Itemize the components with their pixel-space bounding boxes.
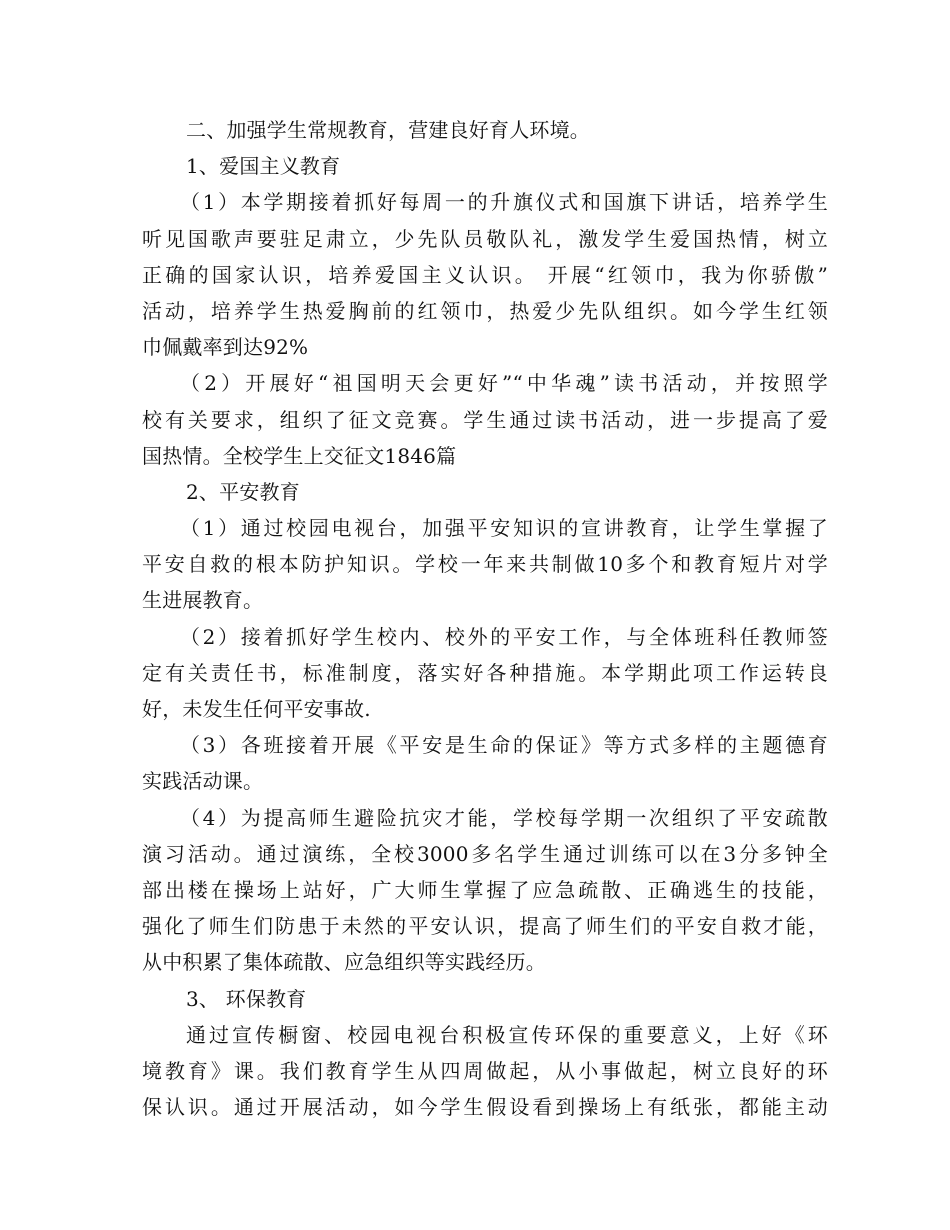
- paragraph-line: 国热情。全校学生上交征文1846篇: [142, 443, 457, 468]
- paragraph-line: 好，未发生任何平安事故.: [142, 697, 371, 721]
- paragraph-line: 平安自救的根本防护知识。学校一年来共制做10多个和教育短片对学: [142, 552, 828, 577]
- paragraph-line: 强化了师生们防患于未然的平安认识，提高了师生们的平安自救才能，: [142, 914, 828, 939]
- paragraph-line: 境教育》课。我们教育学生从四周做起，从小事做起，树立良好的环: [142, 1058, 828, 1083]
- subsection-heading-safety: 2、平安教育: [186, 479, 300, 504]
- paragraph-line: （1）本学期接着抓好每周一的升旗仪式和国旗下讲话，培养学生: [180, 190, 828, 215]
- paragraph-line: 巾佩戴率到达92%: [142, 335, 309, 360]
- paragraph-line: 校有关要求，组织了征文竞赛。学生通过读书活动，进一步提高了爱: [142, 407, 828, 432]
- paragraph-line: 通过宣传橱窗、校园电视台积极宣传环保的重要意义，上好《环: [186, 1022, 828, 1047]
- section-heading: 二、加强学生常规教育，营建良好育人环境。: [186, 118, 590, 142]
- paragraph-line: （2）开展好“祖国明天会更好”“中华魂”读书活动，并按照学: [180, 371, 828, 396]
- paragraph-line: （4）为提高师生避险抗灾才能，学校每学期一次组织了平安疏散: [180, 805, 828, 830]
- subsection-heading-environment: 3、 环保教育: [186, 986, 307, 1011]
- paragraph-line: 部出楼在操场上站好，广大师生掌握了应急疏散、正确逃生的技能，: [142, 877, 828, 902]
- paragraph-line: 演习活动。通过演练，全校3000多名学生通过训练可以在3分多钟全: [142, 841, 828, 866]
- paragraph-line: 从中积累了集体疏散、应急组织等实践经历。: [142, 950, 546, 975]
- paragraph-line: （2）接着抓好学生校内、校外的平安工作，与全体班科任教师签: [180, 624, 828, 649]
- subsection-heading-patriotism: 1、爱国主义教育: [186, 154, 341, 179]
- paragraph-line: （1）通过校园电视台，加强平安知识的宣讲教育，让学生掌握了: [180, 516, 828, 541]
- paragraph-line: 生进展教育。: [142, 588, 264, 613]
- paragraph-line: 定有关责任书，标准制度，落实好各种措施。本学期此项工作运转良: [142, 660, 828, 685]
- paragraph-line: 实践活动课。: [142, 769, 264, 794]
- paragraph-line: 正确的国家认识，培养爱国主义认识。 开展“红领巾，我为你骄傲”: [142, 262, 828, 287]
- paragraph-line: （3）各班接着开展《平安是生命的保证》等方式多样的主题德育: [180, 733, 828, 758]
- document-body: [142, 112, 828, 1125]
- paragraph-line: 听见国歌声要驻足肃立，少先队员敬队礼，激发学生爱国热情，树立: [142, 226, 828, 251]
- paragraph-line: 活动，培养学生热爱胸前的红领巾，热爱少先队组织。如今学生红领: [142, 298, 828, 323]
- paragraph-line: 保认识。通过开展活动，如今学生假设看到操场上有纸张，都能主动: [142, 1095, 828, 1120]
